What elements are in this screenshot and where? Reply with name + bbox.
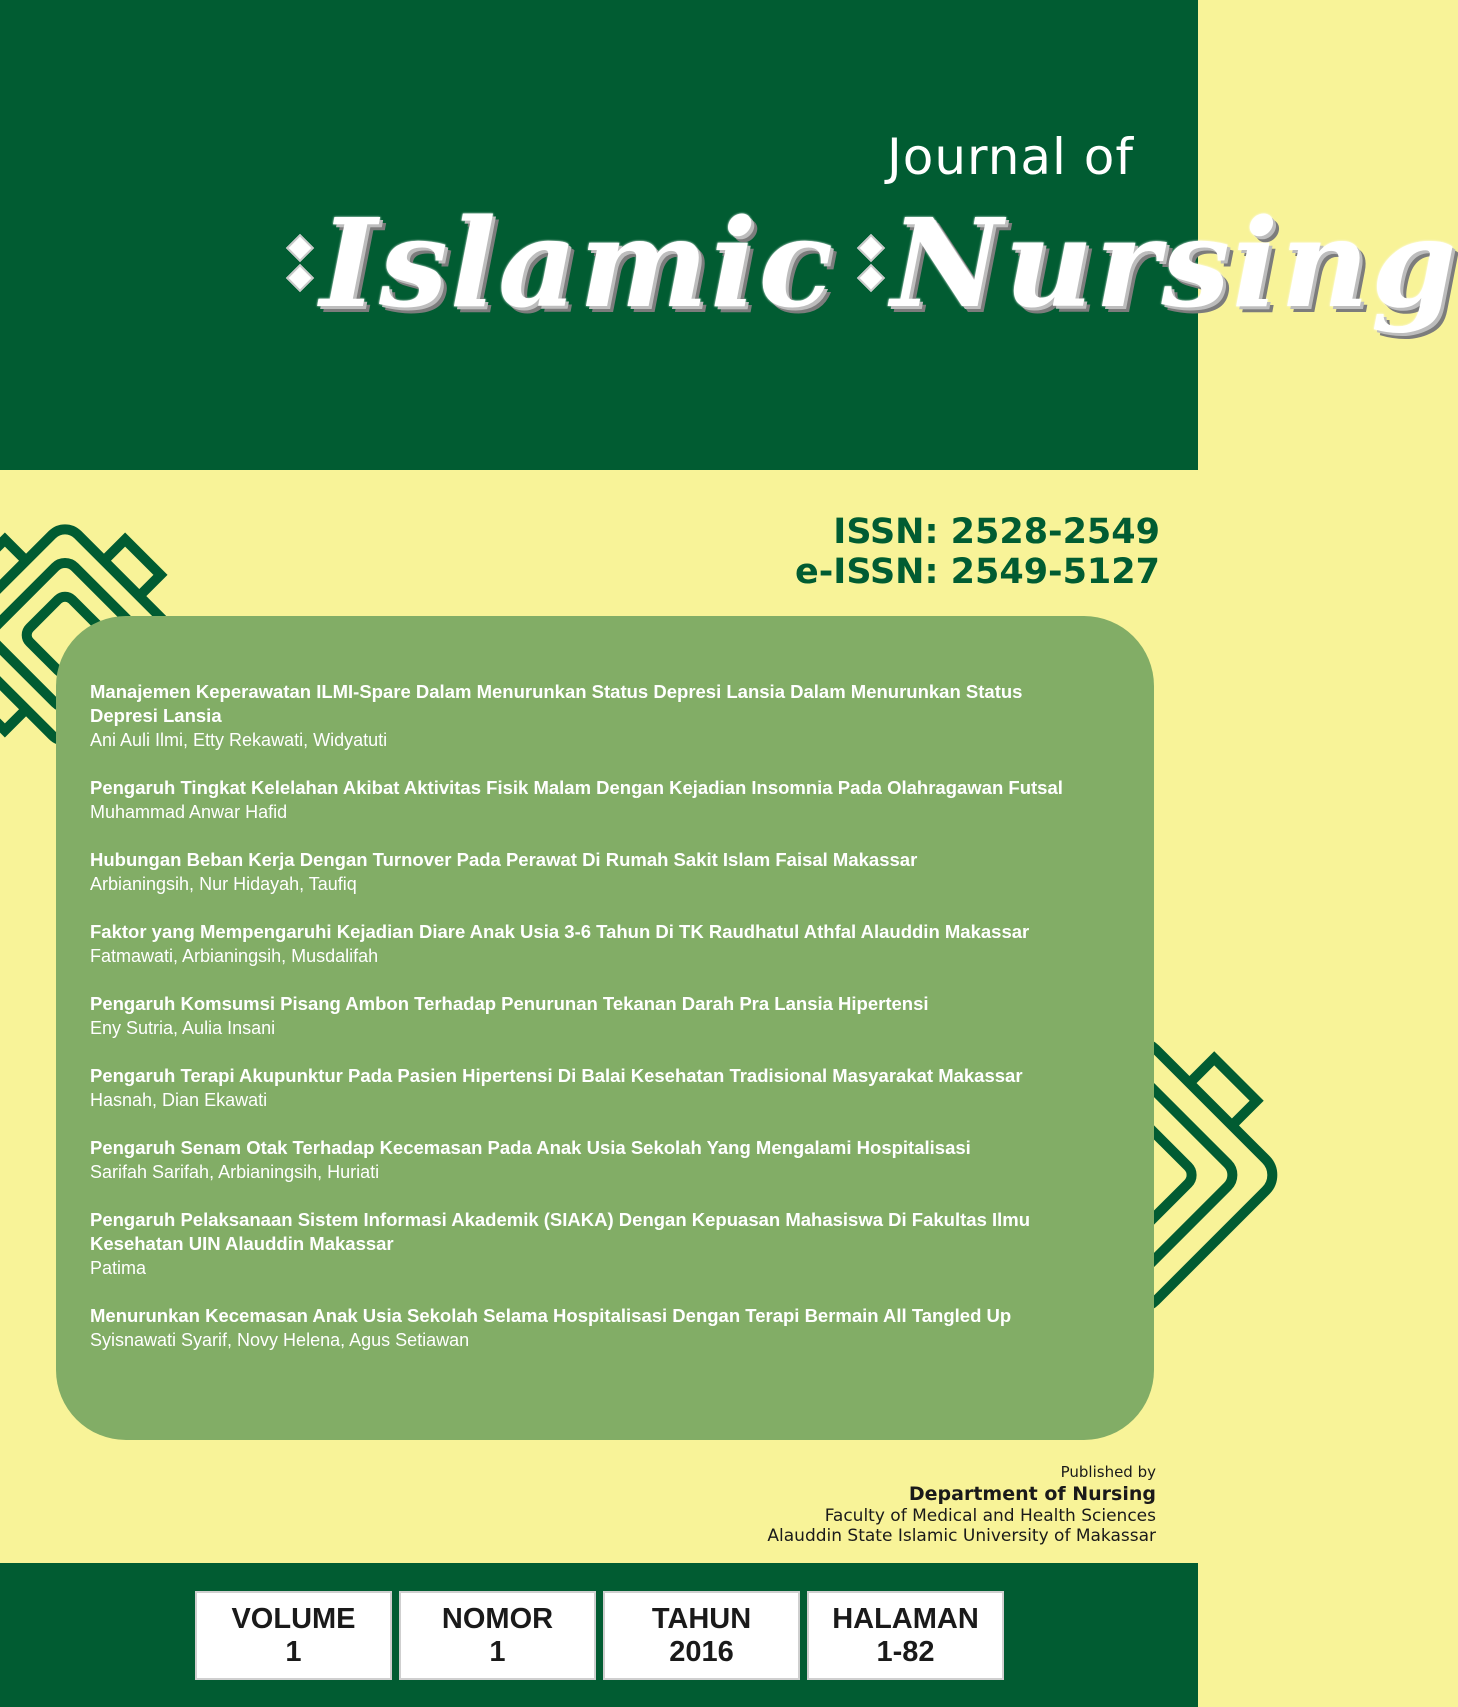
article-authors: Syisnawati Syarif, Novy Helena, Agus Setiawan	[90, 1330, 470, 1350]
article-item	[90, 776, 1140, 824]
box-value: 1	[285, 1635, 302, 1668]
university-name: Alauddin State Islamic University of Makassar	[767, 1526, 1156, 1546]
box-value: 1-82	[876, 1635, 935, 1668]
issn-block	[795, 512, 1160, 592]
article-item	[90, 920, 1140, 968]
journal-of-label: Journal of	[886, 128, 1134, 186]
faculty-name: Faculty of Medical and Health Sciences	[824, 1506, 1156, 1526]
title-word-nursing: Nursing	[890, 191, 1458, 335]
article-title: Pengaruh Komsumsi Pisang Ambon Terhadap Penurunan Tekanan Darah Pra Lansia Hipertensi	[90, 993, 929, 1014]
article-title: Pengaruh Pelaksanaan Sistem Informasi Akademik (SIAKA) Dengan Kepuasan Mahasiswa Di Fakultas Ilmu Kesehatan UIN Alauddin Makassar	[90, 1209, 1031, 1254]
article-item	[90, 1064, 1140, 1112]
title-word-islamic: Islamic	[320, 191, 835, 335]
article-item	[90, 848, 1140, 896]
box-label: VOLUME	[231, 1602, 356, 1635]
article-title: Pengaruh Tingkat Kelelahan Akibat Aktivitas Fisik Malam Dengan Kejadian Insomnia Pada Olahragawan Futsal	[90, 777, 1063, 798]
published-by-label: Published by	[1060, 1463, 1156, 1481]
article-authors: Ani Auli Ilmi, Etty Rekawati, Widyatuti	[90, 730, 388, 750]
box-value: 2016	[669, 1635, 734, 1668]
article-item	[90, 1136, 1140, 1184]
article-authors: Muhammad Anwar Hafid	[90, 802, 288, 822]
article-title: Hubungan Beban Kerja Dengan Turnover Pada Perawat Di Rumah Sakit Islam Faisal Makassar	[90, 849, 918, 870]
issue-info	[195, 1591, 1004, 1680]
department-name: Department of Nursing	[908, 1483, 1156, 1505]
box-label: HALAMAN	[832, 1602, 979, 1635]
cover-header	[0, 0, 1458, 470]
box-label: NOMOR	[441, 1602, 554, 1635]
article-title: Pengaruh Terapi Akupunktur Pada Pasien Hipertensi Di Balai Kesehatan Tradisional Masyarakat Makassar	[90, 1065, 1023, 1086]
article-item	[90, 680, 1140, 752]
volume-box	[195, 1591, 392, 1680]
article-authors: Eny Sutria, Aulia Insani	[90, 1018, 276, 1038]
article-title: Faktor yang Mempengaruhi Kejadian Diare Anak Usia 3-6 Tahun Di TK Raudhatul Athfal Alauddin Makassar	[90, 921, 1030, 942]
article-title: Menurunkan Kecemasan Anak Usia Sekolah Selama Hospitalisasi Dengan Terapi Bermain All Tangled Up	[90, 1305, 1012, 1326]
diamond-dots-icon	[861, 238, 881, 288]
nomor-box	[399, 1591, 596, 1680]
article-item	[90, 1208, 1140, 1280]
article-title: Manajemen Keperawatan ILMI-Spare Dalam Menurunkan Status Depresi Lansia Dalam Menurunkan Status Depresi Lansia	[90, 681, 1023, 726]
article-authors: Hasnah, Dian Ekawati	[90, 1090, 268, 1110]
article-item	[90, 1304, 1140, 1352]
article-list	[90, 680, 1140, 1376]
issn-print: ISSN: 2528-2549	[833, 512, 1160, 552]
issn-online: e-ISSN: 2549-5127	[795, 552, 1160, 592]
halaman-box	[807, 1591, 1004, 1680]
journal-title	[290, 178, 1458, 348]
article-authors: Sarifah Sarifah, Arbianingsih, Huriati	[90, 1162, 380, 1182]
article-title: Pengaruh Senam Otak Terhadap Kecemasan Pada Anak Usia Sekolah Yang Mengalami Hospitalisasi	[90, 1137, 971, 1158]
article-authors: Patima	[90, 1258, 147, 1278]
article-item	[90, 992, 1140, 1040]
tahun-box	[603, 1591, 800, 1680]
article-authors: Fatmawati, Arbianingsih, Musdalifah	[90, 946, 379, 966]
article-authors: Arbianingsih, Nur Hidayah, Taufiq	[90, 874, 357, 894]
box-label: TAHUN	[651, 1602, 752, 1635]
box-value: 1	[489, 1635, 506, 1668]
diamond-dots-icon	[290, 238, 310, 288]
publisher-block	[767, 1462, 1156, 1546]
